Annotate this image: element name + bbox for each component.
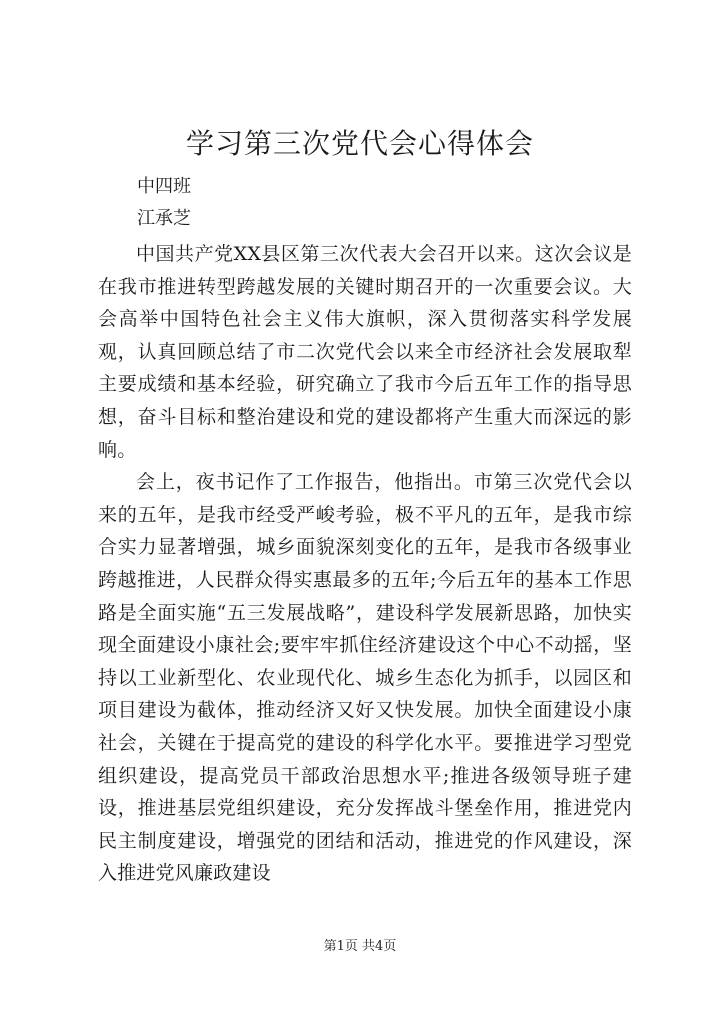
author-name: 江承芝: [137, 208, 191, 229]
page-footer: 第1页 共4页: [323, 939, 397, 954]
document-title: 学习第三次党代会心得体会: [185, 127, 534, 160]
paragraph-2: 会上，夜书记作了工作报告，他指出。市第三次党代会以来的五年，是我市经受严峻考验，极不平凡的五年，是我市综合实力显著增强，城乡面貌深刻变化的五年，是我市各级事业跨越推进，人民群众得实惠最多的五年;今后五年的基本工作思路是全面实施“五三发展战略”，建设科学发展新思路，加快实现全面建设小康社会;要牢牢抓住经济建设这个中心不动摇，坚持以工业新型化、农业现代化、城乡生态化为抓手，以园区和项目建设为截体，推动经济又好又快发展。加快全面建设小康社会，关键在于提高党的建设的科学化水平。要推进学习型党组织建设，提高党员干部政治思想水平;推进各级领导班子建设，推进基层党组织建设，充分发挥战斗堡垒作用，推进党内民主制度建设，增强党的团结和活动，推进党的作风建设，深入推进党风廉政建设: [98, 471, 632, 885]
class-name: 中四班: [137, 176, 191, 197]
document-body: [98, 238, 632, 890]
paragraph-1: 中国共产党XX县区第三次代表大会召开以来。这次会议是在我市推进转型跨越发展的关键时期召开的一次重要会议。大会高举中国特色社会主义伟大旗帜，深入贯彻落实科学发展观，认真回顾总结了市二次党代会以来全市经济社会发展取犁主要成绩和基本经验，研究确立了我市今后五年工作的指导思想，奋斗目标和整治建设和党的建设都将产生重大而深远的影响。: [98, 243, 632, 461]
